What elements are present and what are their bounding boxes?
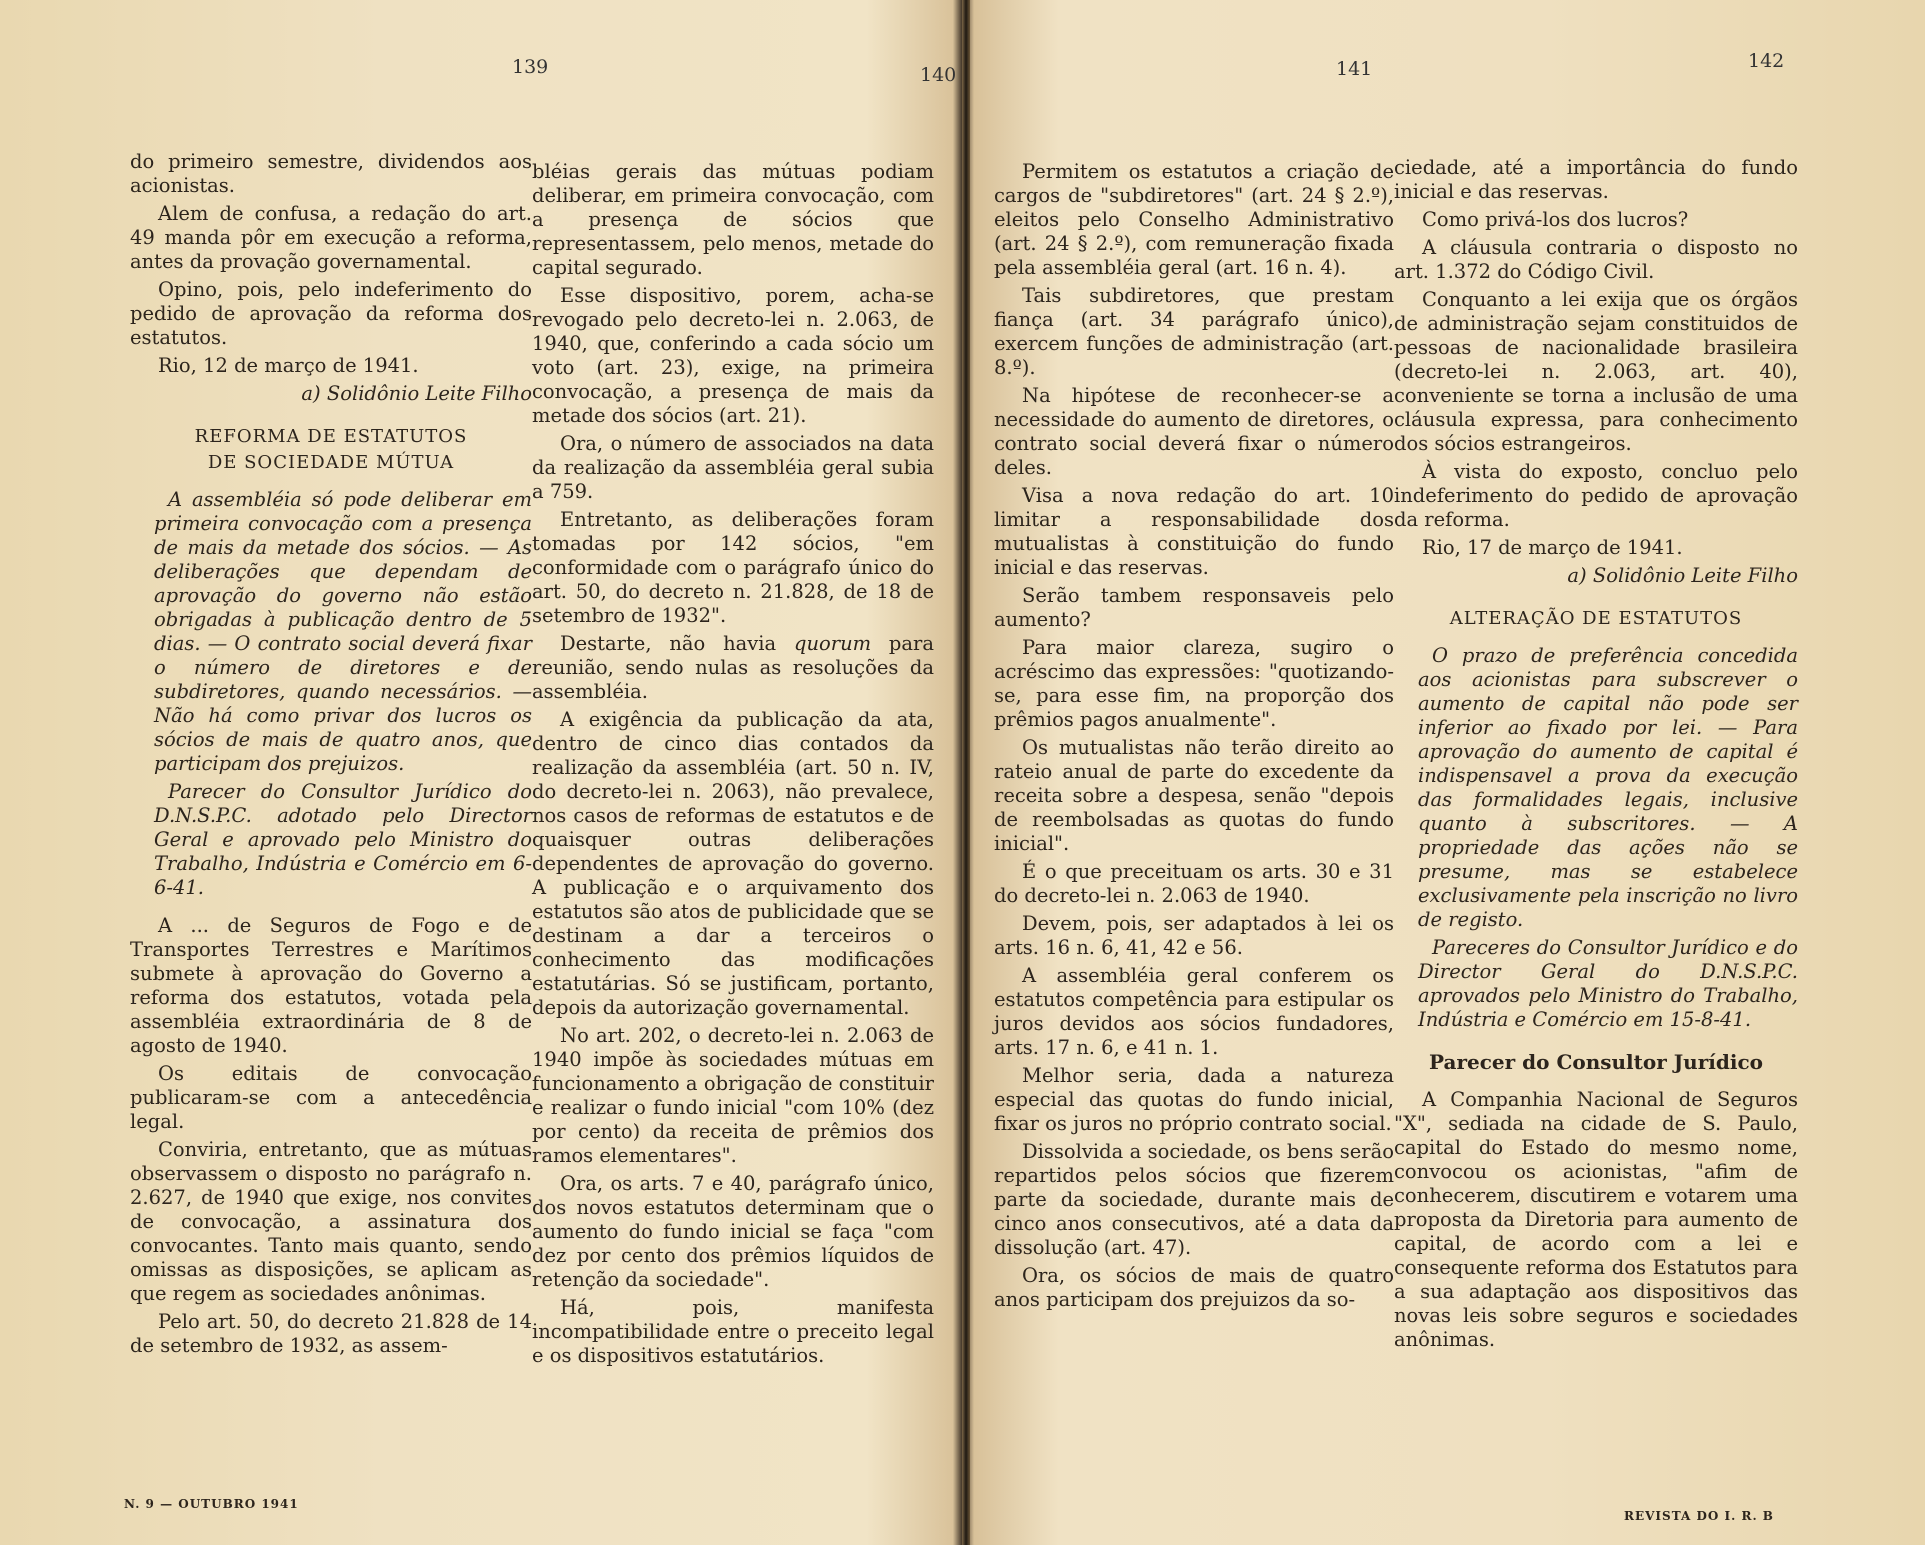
footer-issue: N. 9 — OUTUBRO 1941 xyxy=(124,1497,299,1511)
article-heading: ALTERAÇÃO DE ESTATUTOS xyxy=(1449,608,1743,629)
paragraph: Melhor seria, dada a natureza especial das quotas do fundo inicial, fixar os juros no próprio contrato social. xyxy=(994,1064,1394,1135)
paragraph: Há, pois, manifesta incompatibilidade entre o preceito legal e os dispositivos estatutários. xyxy=(532,1296,934,1367)
paragraph: Serão tambem responsaveis pelo aumento? xyxy=(994,584,1394,631)
paragraph: Na hipótese de reconhecer-se a necessidade do aumento de diretores, o contrato social deverá fixar o número deles. xyxy=(994,384,1394,479)
paragraph: Como privá-los dos lucros? xyxy=(1422,208,1689,231)
paragraph: É o que preceituam os arts. 30 e 31 do decreto-lei n. 2.063 de 1940. xyxy=(994,860,1394,907)
article-heading xyxy=(130,424,532,476)
text-run: Destarte, não havia xyxy=(560,632,794,655)
paragraph: A Companhia Nacional de Seguros "X", sediada na cidade de S. Paulo, capital do Estado do mesmo nome, convocou os acionistas, "afim de conhecerem, discutirem e votarem uma proposta da Diretoria para aumento de capital, de acordo com a lei e consequente reforma dos Estatutos para a sua adaptação aos dispositivos das novas leis sobre seguros e sociedades anônimas. xyxy=(1394,1088,1798,1351)
book-spine xyxy=(962,0,970,1545)
paragraph: Conquanto a lei exija que os órgãos de administração sejam constituidos de pessoas de nacionalidade brasileira (decreto-lei n. 2.063, art. 40), conveniente se torna a inclusão de uma cláusula expressa, para conhecimento dos sócios estrangeiros. xyxy=(1394,288,1798,455)
paragraph: A assembléia geral conferem os estatutos competência para estipular os juros devidos aos sócios fundadores, arts. 17 n. 6, e 41 n. 1. xyxy=(994,964,1394,1059)
paragraph: Ora, os arts. 7 e 40, parágrafo único, dos novos estatutos determinam que o aumento do fundo inicial se faça "com dez por cento dos prêmios líquidos de retenção da sociedade". xyxy=(532,1172,934,1291)
column-1 xyxy=(130,150,532,1362)
text-run: para reunião, sendo nulas as resoluções da assembléia. xyxy=(532,632,934,703)
paragraph: Entretanto, as deliberações foram tomadas por 142 sócios, "em conformidade com o parágrafo único do art. 50, do decreto n. 21.828, de 18 de setembro de 1932". xyxy=(532,508,934,627)
signature: a) Solidônio Leite Filho xyxy=(301,382,532,405)
paragraph: Visa a nova redação do art. 10 limitar a responsabilidade dos mutualistas à constituição do fundo inicial e das reservas. xyxy=(994,484,1394,579)
section-subheading: Parecer do Consultor Jurídico xyxy=(1429,1050,1763,1074)
paragraph: Devem, pois, ser adaptados à lei os arts. 16 n. 6, 41, 42 e 56. xyxy=(994,912,1394,959)
paragraph: Opino, pois, pelo indeferimento do pedido de aprovação da reforma dos estatutos. xyxy=(130,278,532,349)
paragraph: ciedade, até a importância do fundo inicial e das reservas. xyxy=(1394,156,1798,203)
paragraph: Ora, o número de associados na data da realização da assembléia geral subia a 759. xyxy=(532,432,934,503)
italic-term: quorum xyxy=(793,632,872,655)
paragraph: A cláusula contraria o disposto no art. 1.372 do Código Civil. xyxy=(1394,236,1798,283)
paragraph: Pelo art. 50, do decreto 21.828 de 14 de setembro de 1932, as assem- xyxy=(130,1310,532,1357)
paragraph: A ... de Seguros de Fogo e de Transportes Terrestres e Marítimos submete à aprovação do Governo a reforma dos estatutos, votada pela assembléia extraordinária de 8 de agosto de 1940. xyxy=(130,914,532,1057)
paragraph: No art. 202, o decreto-lei n. 2.063 de 1940 impõe às sociedades mútuas em funcionamento a obrigação de constituir e realizar o fundo inicial "com 10% (dez por cento) da receita de prêmios dos ramos elementares". xyxy=(532,1024,934,1167)
paragraph: Para maior clareza, sugiro o acréscimo das expressões: "quotizando-se, para esse fim, na proporção dos prêmios pagos anualmente". xyxy=(994,636,1394,731)
paragraph: Tais subdiretores, que prestam fiança (art. 34 parágrafo único), exercem funções de administração (art. 8.º). xyxy=(994,284,1394,379)
footer-journal: REVISTA DO I. R. B xyxy=(1624,1509,1774,1523)
page-number-141: 141 xyxy=(1336,58,1373,80)
paragraph xyxy=(532,632,934,704)
page-number-139: 139 xyxy=(512,56,549,78)
paragraph: Permitem os estatutos a criação de cargos de "subdiretores" (art. 24 § 2.º), eleitos pelo Conselho Administrativo (art. 24 § 2.º), com remuneração fixada pela assembléia geral (art. 16 n. 4). xyxy=(994,160,1394,279)
summary-block xyxy=(130,488,532,900)
page-number-142: 142 xyxy=(1748,50,1785,72)
paragraph: do primeiro semestre, dividendos aos acionistas. xyxy=(130,150,532,197)
paragraph: A exigência da publicação da ata, dentro de cinco dias contados da realização da assembléia (art. 50 n. IV, do decreto-lei n. 2063), não prevalece, nos casos de reformas de estatutos e de quaisquer outras deliberações dependentes de aprovação do governo. A publicação e o arquivamento dos estatutos são atos de publicidade que se destinam a dar a terceiros o conhecimento das modificações estatutárias. Só se justificam, portanto, depois da autorização governamental. xyxy=(532,708,934,1019)
paragraph: Ora, os sócios de mais de quatro anos participam dos prejuizos da so- xyxy=(994,1264,1394,1311)
paragraph: Os mutualistas não terão direito ao rateio anual de parte do excedente da receita sobre a despesa, senão "depois de reembolsadas as quotas do fundo inicial". xyxy=(994,736,1394,855)
paragraph: Dissolvida a sociedade, os bens serão repartidos pelos sócios que fizerem parte da sociedade, durante mais de cinco anos consecutivos, até a data da dissolução (art. 47). xyxy=(994,1140,1394,1259)
paragraph: bléias gerais das mútuas podiam deliberar, em primeira convocação, com a presença de sócios que representassem, pelo menos, metade do capital segurado. xyxy=(532,160,934,279)
paragraph: Os editais de convocação publicaram-se com a antecedência legal. xyxy=(130,1062,532,1133)
paragraph: À vista do exposto, concluo pelo indeferimento do pedido de aprovação da reforma. xyxy=(1394,460,1798,531)
column-4 xyxy=(1394,156,1798,1356)
signature: a) Solidônio Leite Filho xyxy=(1567,564,1798,587)
paragraph: Conviria, entretanto, que as mútuas observassem o disposto no parágrafo n. 2.627, de 1940 que exige, nos convites de convocação, a assinatura dos convocantes. Tanto mais quanto, sendo omissas as disposições, se aplicam as que regem as sociedades anônimas. xyxy=(130,1138,532,1305)
paragraph: Alem de confusa, a redação do art. 49 manda pôr em execução a reforma, antes da provação governamental. xyxy=(130,202,532,273)
heading-line: DE SOCIEDADE MÚTUA xyxy=(207,452,455,473)
summary-text: O prazo de preferência concedida aos acionistas para subscrever o aumento de capital não pode ser inferior ao fixado por lei. — Para aprovação do aumento de capital é indispensavel a prova da execução das formalidades legais, inclusive quanto à subscritores. — A propriedade das ações não se presume, mas se estabelece exclusivamente pela inscrição no livro de registo. xyxy=(1418,644,1798,931)
page-number-140: 140 xyxy=(920,64,957,86)
date-line: Rio, 12 de março de 1941. xyxy=(158,354,419,377)
date-line: Rio, 17 de março de 1941. xyxy=(1422,536,1683,559)
column-3 xyxy=(994,160,1394,1316)
summary-block xyxy=(1394,644,1798,1032)
source-text: Parecer do Consultor Jurídico do D.N.S.P.C. adotado pelo Director Geral e aprovado pelo Ministro do Trabalho, Indústria e Comércio em 6-6-41. xyxy=(154,780,532,899)
summary-text: A assembléia só pode deliberar em primeira convocação com a presença de mais da metade dos sócios. — As deliberações que dependam de aprovação do governo não estão obrigadas à publicação dentro de 5 dias. — O contrato social deverá fixar o número de diretores e de subdiretores, quando necessários. — Não há como privar dos lucros os sócios de mais de quatro anos, que participam dos prejuizos. xyxy=(154,488,532,775)
paragraph: Esse dispositivo, porem, acha-se revogado pelo decreto-lei n. 2.063, de 1940, que, conferindo a cada sócio um voto (art. 23), exige, na primeira convocação, a presença de mais da metade dos sócios (art. 21). xyxy=(532,284,934,427)
heading-line: REFORMA DE ESTATUTOS xyxy=(194,426,468,447)
source-text: Pareceres do Consultor Jurídico e do Director Geral do D.N.S.P.C. aprovados pelo Ministro do Trabalho, Indústria e Comércio em 15-8-41. xyxy=(1418,936,1798,1031)
column-2 xyxy=(532,160,934,1372)
